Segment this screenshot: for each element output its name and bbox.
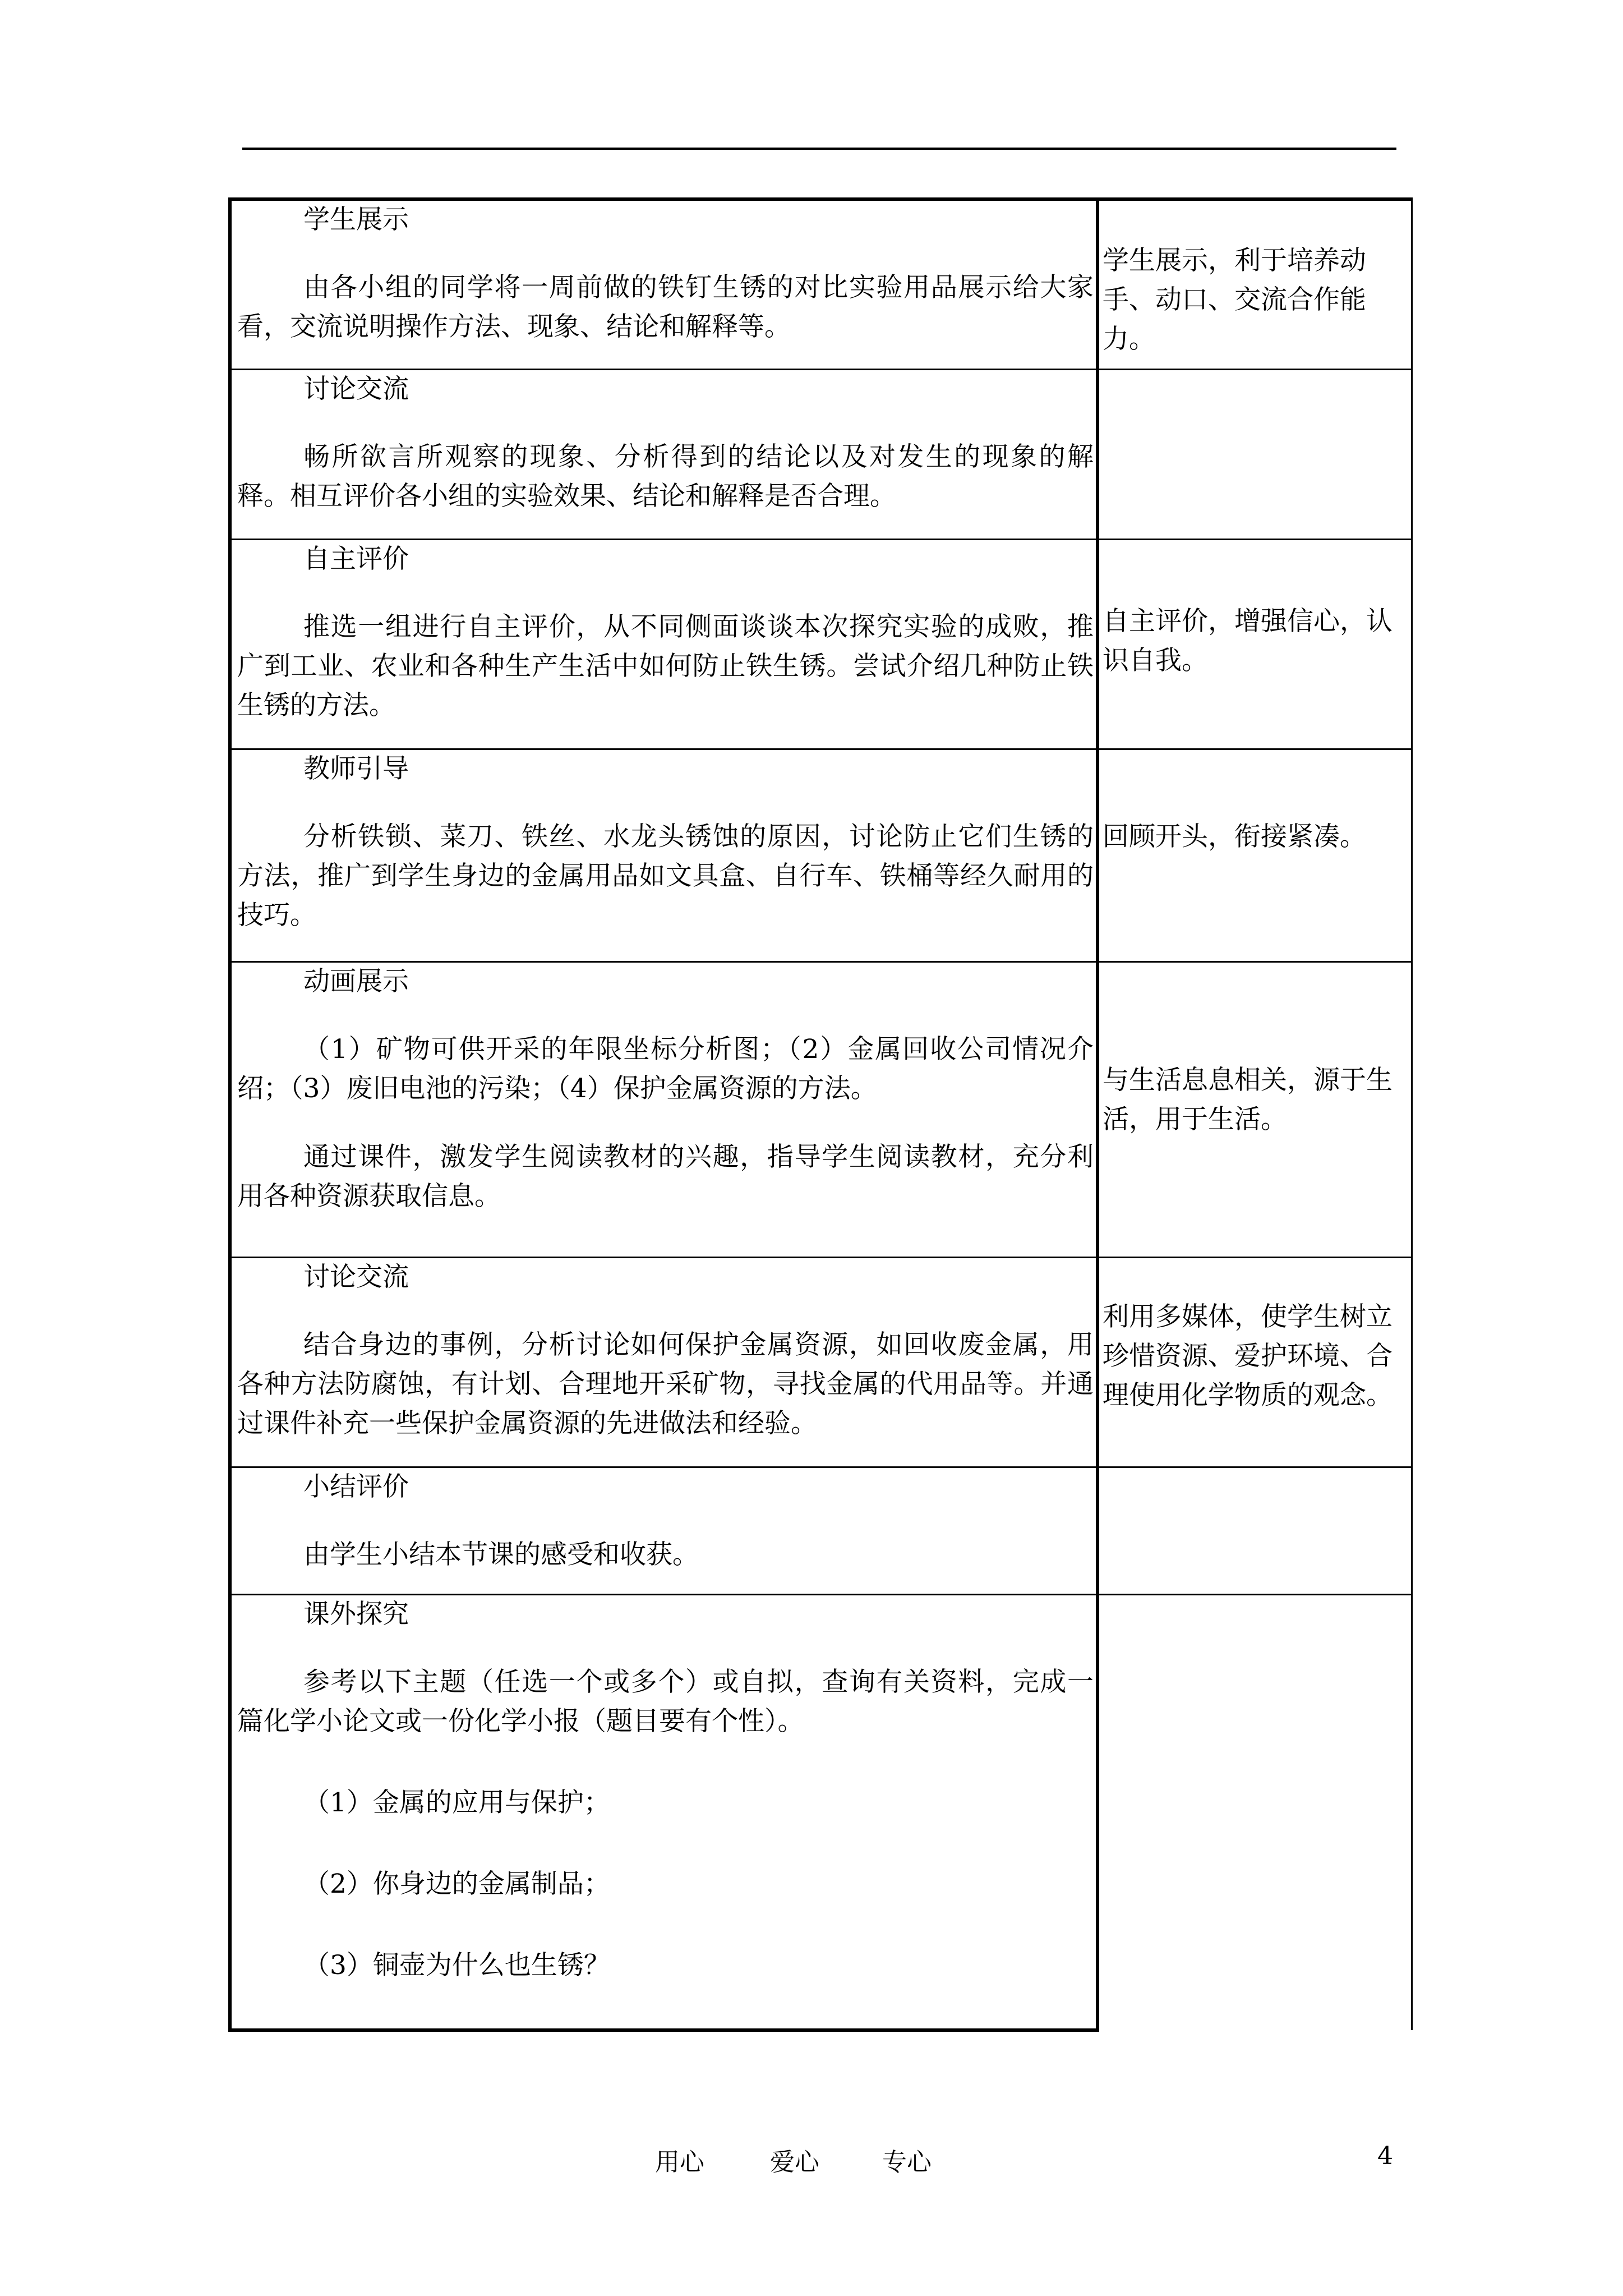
activity-cell	[230, 539, 1098, 749]
header-rule	[242, 148, 1396, 150]
section-heading: 自主评价	[303, 543, 409, 574]
design-note-cell	[1098, 1467, 1412, 1594]
activity-cell	[230, 749, 1098, 961]
section-text: 结合身边的事例，分析讨论如何保护金属资源，如回收废金属，用各种方法防腐蚀，有计划、合理地开采矿物，寻找金属的代用品等。并通过课件补充一些保护金属资源的先进做法和经验。	[237, 1329, 1094, 1439]
design-note: 与生活息息相关，源于生活，用于生活。	[1103, 1064, 1393, 1135]
activity-cell	[230, 369, 1098, 539]
section-text: 推选一组进行自主评价，从不同侧面谈谈本次探究实验的成败，推广到工业、农业和各种生产生活中如何防止铁生锈。尝试介绍几种防止铁生锈的方法。	[237, 611, 1094, 721]
table-row	[230, 1594, 1412, 2030]
table-row	[230, 749, 1412, 961]
activity-cell	[230, 961, 1098, 1257]
design-note-cell	[1098, 199, 1412, 369]
section-heading: 讨论交流	[303, 373, 409, 404]
section-text: 通过课件，激发学生阅读教材的兴趣，指导学生阅读教材，充分利用各种资源获取信息。	[237, 1141, 1094, 1212]
topic-item: （2）你身边的金属制品；	[303, 1868, 610, 1899]
section-text: 参考以下主题（任选一个或多个）或自拟，查询有关资料，完成一篇化学小论文或一份化学小报（题目要有个性）。	[237, 1666, 1094, 1737]
footer-motto-3: 专心	[882, 2148, 932, 2177]
footer-motto-1: 用心	[655, 2148, 704, 2177]
design-note: 利用多媒体，使学生树立珍惜资源、爱护环境、合理使用化学物质的观念。	[1103, 1301, 1393, 1411]
section-heading: 学生展示	[303, 204, 409, 235]
section-heading: 小结评价	[303, 1471, 409, 1502]
design-note-cell	[1098, 1257, 1412, 1467]
lesson-table	[228, 197, 1413, 2032]
table-row	[230, 1467, 1412, 1594]
section-text: （1）矿物可供开采的年限坐标分析图；（2）金属回收公司情况介绍；（3）废旧电池的污染；（4）保护金属资源的方法。	[237, 1033, 1094, 1104]
section-text: 由各小组的同学将一周前做的铁钉生锈的对比实验用品展示给大家看，交流说明操作方法、现象、结论和解释等。	[237, 272, 1094, 342]
table-row	[230, 369, 1412, 539]
section-heading: 课外探究	[303, 1598, 409, 1630]
design-note: 回顾开头，衔接紧凑。	[1103, 821, 1366, 852]
topic-item: （3）铜壶为什么也生锈？	[303, 1949, 610, 1981]
design-note: 学生展示，利于培养动手、动口、交流合作能力。	[1103, 245, 1366, 355]
activity-cell	[230, 1257, 1098, 1467]
section-heading: 教师引导	[303, 753, 409, 784]
table-row	[230, 961, 1412, 1257]
design-note-cell	[1098, 1594, 1412, 2030]
design-note: 自主评价，增强信心，认识自我。	[1103, 605, 1393, 676]
section-text: 畅所欲言所观察的现象、分析得到的结论以及对发生的现象的解释。相互评价各小组的实验效果、结论和解释是否合理。	[237, 441, 1094, 512]
section-heading: 讨论交流	[303, 1261, 409, 1292]
page-number: 4	[1377, 2142, 1393, 2170]
activity-cell	[230, 1467, 1098, 1594]
footer-motto-2: 爱心	[770, 2148, 819, 2177]
design-note-cell	[1098, 369, 1412, 539]
section-text: 由学生小结本节课的感受和收获。	[303, 1539, 699, 1570]
table-row	[230, 539, 1412, 749]
table-row	[230, 199, 1412, 369]
table-row	[230, 1257, 1412, 1467]
section-text: 分析铁锁、菜刀、铁丝、水龙头锈蚀的原因，讨论防止它们生锈的方法，推广到学生身边的金属用品如文具盒、自行车、铁桶等经久耐用的技巧。	[237, 821, 1094, 931]
topic-item: （1）金属的应用与保护；	[303, 1787, 610, 1818]
activity-cell	[230, 199, 1098, 369]
activity-cell	[230, 1594, 1098, 2030]
design-note-cell	[1098, 961, 1412, 1257]
design-note-cell	[1098, 539, 1412, 749]
design-note-cell	[1098, 749, 1412, 961]
section-heading: 动画展示	[303, 965, 409, 997]
